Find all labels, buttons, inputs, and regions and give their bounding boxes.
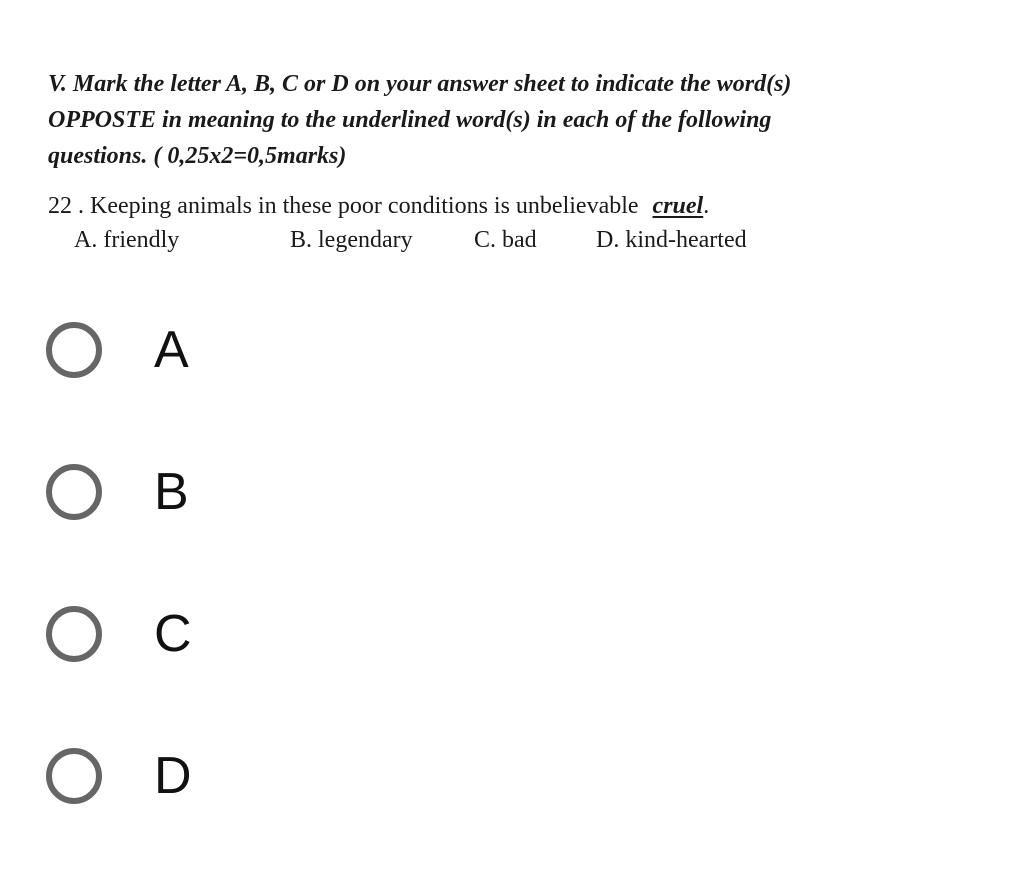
answer-choices (0, 224, 1024, 256)
question-stem (48, 190, 709, 222)
option-label-a: A (154, 321, 189, 379)
instruction-line: V. Mark the letter A, B, C or D on your answer sheet to indicate the word(s) (48, 71, 792, 97)
underlined-keyword: cruel (652, 193, 704, 219)
option-label-c: C (154, 605, 192, 663)
instruction-text (48, 66, 928, 174)
radio-button-d[interactable] (46, 748, 102, 804)
radio-button-c[interactable] (46, 606, 102, 662)
choice-d-text: D. kind-hearted (596, 227, 747, 253)
choice-b-text: B. legendary (290, 227, 413, 253)
choice-c-text: C. bad (474, 227, 537, 253)
radio-button-a[interactable] (46, 322, 102, 378)
question-image (0, 0, 1024, 280)
radio-button-b[interactable] (46, 464, 102, 520)
option-label-d: D (154, 747, 192, 805)
instruction-line: OPPOSTE in meaning to the underlined word(s) in each of the following (48, 107, 772, 133)
option-c[interactable] (30, 590, 430, 680)
stem-end: . (703, 193, 710, 219)
option-d[interactable] (30, 732, 430, 822)
option-label-b: B (154, 463, 189, 521)
choice-a-text: A. friendly (74, 227, 180, 253)
option-b[interactable] (30, 448, 430, 538)
option-a[interactable] (30, 306, 430, 396)
instruction-line: questions. ( 0,25x2=0,5marks) (48, 143, 347, 169)
stem-text: 22 . Keeping animals in these poor conditions is unbelievable (48, 193, 639, 219)
